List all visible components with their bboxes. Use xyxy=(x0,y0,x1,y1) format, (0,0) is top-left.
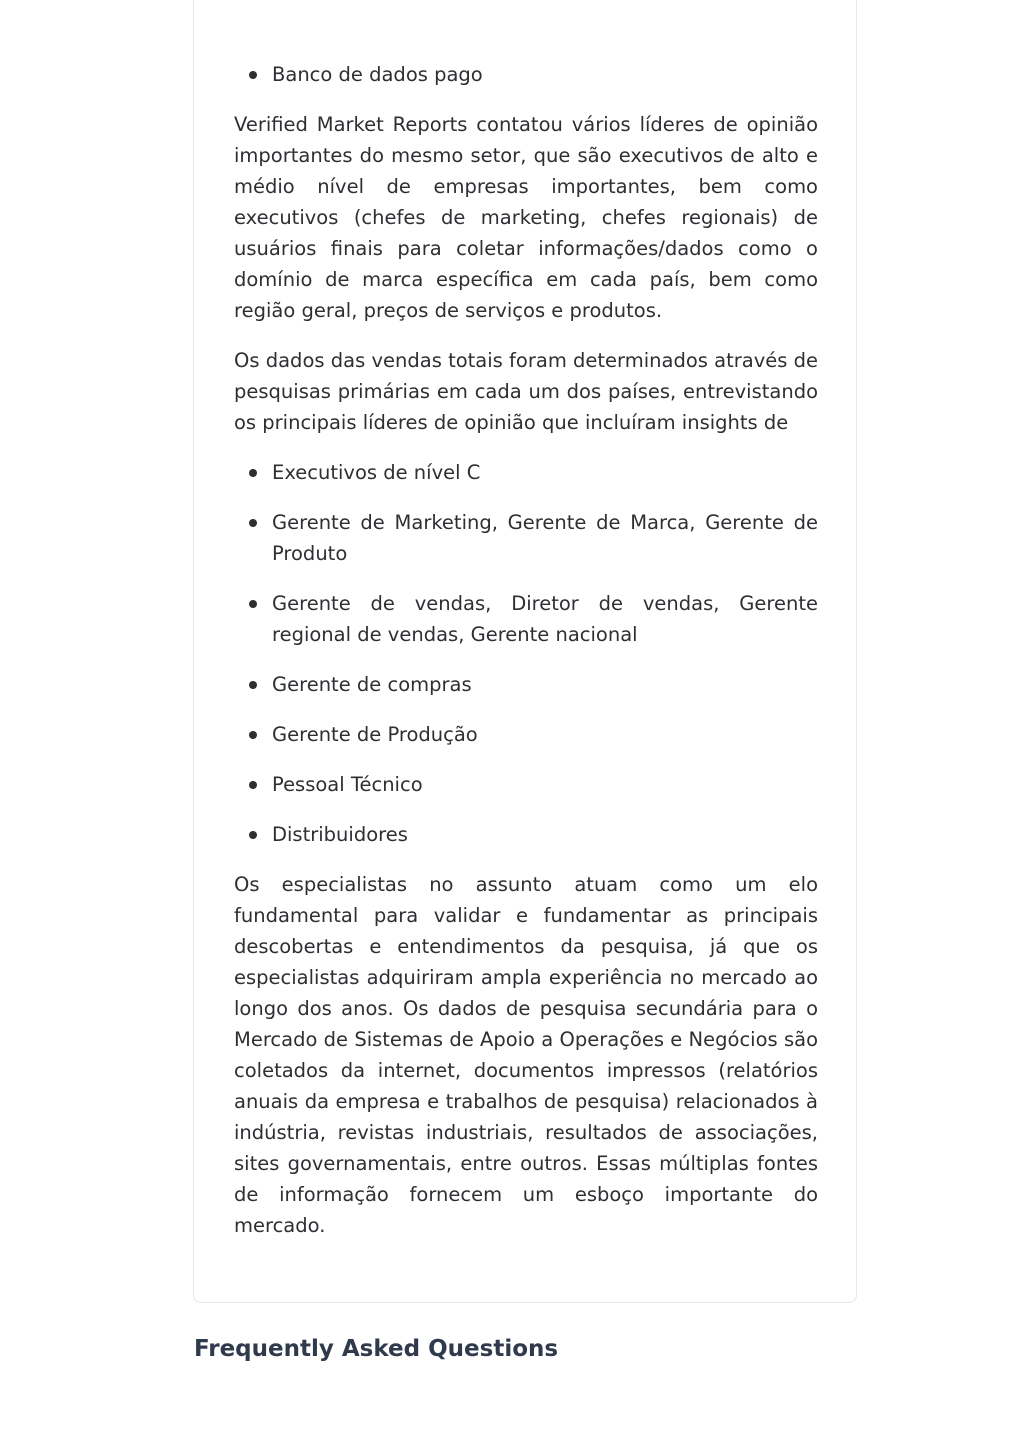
list-item: Distribuidores xyxy=(272,819,818,850)
interviewee-list xyxy=(234,457,818,850)
article-content xyxy=(234,59,818,1260)
list-item: Gerente de Produção xyxy=(272,719,818,750)
list-item: Executivos de nível C xyxy=(272,457,818,488)
article-paragraph: Os especialistas no assunto atuam como um elo fundamental para validar e fundamentar as principais descobertas e entendimentos da pesquisa, já que os especialistas adquiriram ampla experiência no mercado ao longo dos anos. Os dados de pesquisa secundária para o Mercado de Sistemas de Apoio a Operações e Negócios são coletados da internet, documentos impressos (relatórios anuais da empresa e trabalhos de pesquisa) relacionados à indústria, revistas industriais, resultados de associações, sites governamentais, entre outros. Essas múltiplas fontes de informação fornecem um esboço importante do mercado. xyxy=(234,873,818,1237)
list-item: Gerente de Marketing, Gerente de Marca, Gerente de Produto xyxy=(272,507,818,569)
faq-heading: Frequently Asked Questions xyxy=(194,1336,559,1362)
article-paragraph: Verified Market Reports contatou vários líderes de opinião importantes do mesmo setor, que são executivos de alto e médio nível de empresas importantes, bem como executivos (chefes de marketing, chefes regionais) de usuários finais para coletar informações/dados como o domínio de marca específica em cada país, bem como região geral, preços de serviços e produtos. xyxy=(234,113,818,322)
article-paragraph: Os dados das vendas totais foram determinados através de pesquisas primárias em cada um dos países, entrevistando os principais líderes de opinião que incluíram insights de xyxy=(234,349,818,434)
sources-list xyxy=(234,59,818,90)
list-item: Gerente de compras xyxy=(272,669,818,700)
list-item: Pessoal Técnico xyxy=(272,769,818,800)
list-item: Gerente de vendas, Diretor de vendas, Gerente regional de vendas, Gerente nacional xyxy=(272,588,818,650)
list-item: Banco de dados pago xyxy=(272,59,818,90)
